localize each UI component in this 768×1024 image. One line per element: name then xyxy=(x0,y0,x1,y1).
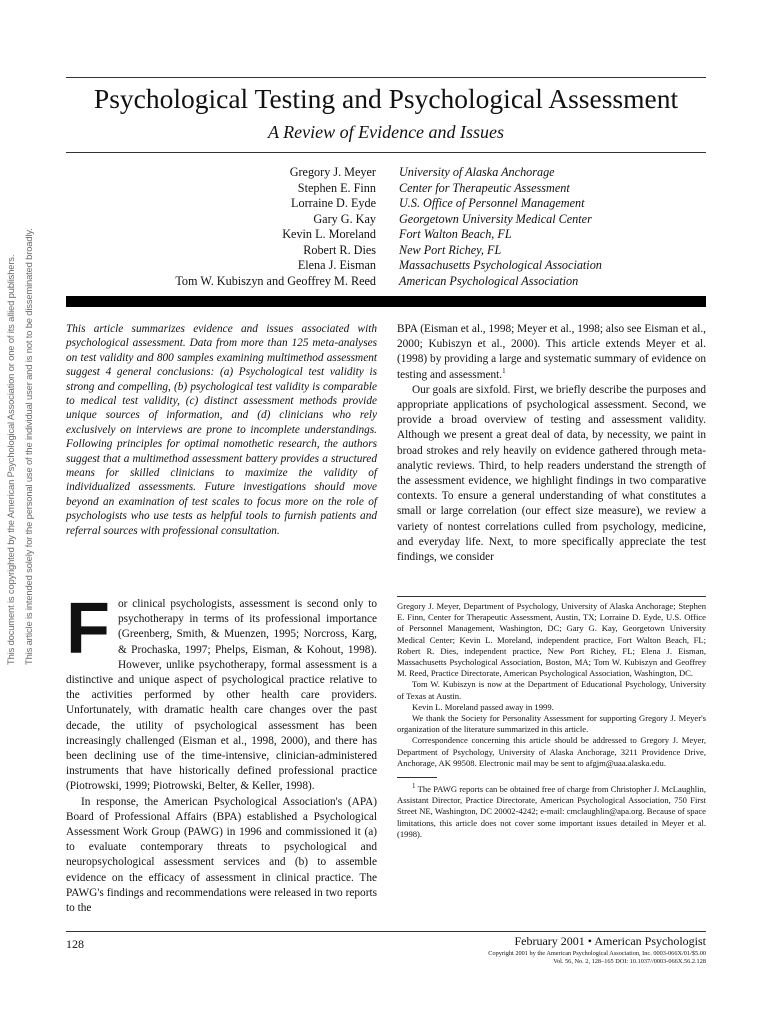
footnote-number: 1 xyxy=(412,782,416,791)
author-list xyxy=(100,165,376,289)
body-column-right xyxy=(397,322,706,565)
body-paragraph-text: BPA (Eisman et al., 1998; Meyer et al., 1998; also see Eisman et al., 2000; Kubiszyn et al., 2000). This article extends Meyer et al. (1998) by providing a large and systematic summary of evidence on testing and assessment. xyxy=(397,323,706,381)
footnote-text: The PAWG reports can be obtained free of charge from Christopher J. McLaughlin, Assistant Director, Practice Directorate, American Psychological Association, 750 First Street NE, Washington, DC 20002-4242; e-mail: cmclaughlin@apa.org. Because of space limitations, this article does not cover some important issues detailed in Meyer et al. (1998). xyxy=(397,784,706,839)
author-name: Gary G. Kay xyxy=(313,211,376,226)
author-note-paragraph: We thank the Society for Personality Assessment for supporting Gregory J. Meyer's organization of the literature summarized in this article. xyxy=(397,713,706,735)
affiliation: U.S. Office of Personnel Management xyxy=(399,196,585,210)
body-paragraph: Our goals are sixfold. First, we briefly describe the purposes and appropriate applications of psychological assessment. Second, we provide a broad overview of testing and assessment validity. Although we present a great deal of data, by necessity, we paint in broad strokes and rely heavily on evidence gathered through meta-analytic reviews. Third, to help readers understand the strength of the assessment evidence, we highlight findings in two comparative contexts. To ensure a general understanding of what constitutes a small or large correlation (our effect size measure), we review a variety of nontest correlations culled from psychology, medicine, and everyday life. Next, to more specifically appreciate the test findings, we consider xyxy=(397,383,706,564)
affiliation: University of Alaska Anchorage xyxy=(399,165,555,179)
drop-cap: F xyxy=(66,589,110,669)
page-number: 128 xyxy=(66,937,84,951)
author-name: Kevin L. Moreland xyxy=(282,227,376,241)
footnote-rule xyxy=(397,777,437,778)
footnote xyxy=(397,784,706,840)
doi-line: Vol. 56, No. 2, 128–165 DOI: 10.1037//0003-066X.56.2.128 xyxy=(553,957,706,965)
affiliation: New Port Richey, FL xyxy=(399,242,502,257)
body-paragraph-text: or clinical psychologists, assessment is second only to psychotherapy in terms of its professional importance (Greenberg, Smith, & Muenzen, 1995; Norcross, Karg, & Prochaska, 1997; Phelps, Eisman, & Kohout, 1998). However, unlike psychotherapy, formal assessment is a distinctive and unique aspect of psychological practice relative to the activities performed by other health care providers. Unfortunately, with dramatic health care changes over the past decade, the utility of psychological assessment has been increasingly challenged (Eisman et al., 1998, 2000), and there has been declining use of the time-intensive, clinician-administered instruments that have historically defined professional practice (Piotrowski, 1999; Piotrowski, Belter, & Keller, 1998). xyxy=(66,598,377,793)
affiliation: Massachusetts Psychological Association xyxy=(399,258,602,272)
author-note-paragraph: Kevin L. Moreland passed away in 1999. xyxy=(412,701,554,712)
body-column-left xyxy=(66,589,377,916)
side-notice-line-1: This document is copyrighted by the American Psychological Association or one of its allied publishers. xyxy=(5,254,16,665)
abstract: This article summarizes evidence and issues associated with psychological assessment. Data from more than 125 meta-analyses on test validity and 800 samples examining multimethod assessment suggest 4 general conclusions: (a) Psychological test validity is strong and compelling, (b) psychological test validity is comparable to medical test validity, (c) distinct assessment methods provide unique sources of information, and (d) clinicians who rely exclusively on interviews are prone to incomplete understandings. Following principles for optimal nomothetic research, the authors suggest that a multimethod assessment battery provides a structured means for skilled clinicians to maximize the validity of individualized assessments. Future investigations should move beyond an examination of test scales to focus more on the role of psychologists who use tests as helpful tools to furnish patients and referral sources with professional consultation. xyxy=(66,323,377,537)
author-note-paragraph: Tom W. Kubiszyn is now at the Department of Educational Psychology, University of Texas at Austin. xyxy=(397,679,706,701)
author-name: Stephen E. Finn xyxy=(297,180,376,195)
affiliation: Fort Walton Beach, FL xyxy=(399,227,512,241)
author-note xyxy=(397,601,706,840)
journal-issue-line: February 2001 • American Psychologist xyxy=(514,934,706,948)
side-notice-line-2: This article is intended solely for the personal use of the individual user and is not to be disseminated broadly. xyxy=(23,228,34,665)
copyright-side-notice xyxy=(1,228,39,665)
affiliation: American Psychological Association xyxy=(399,273,579,288)
footer-rule xyxy=(66,931,706,932)
header-bottom-rule xyxy=(66,152,706,153)
copyright-notice xyxy=(380,950,706,965)
article-subtitle: A Review of Evidence and Issues xyxy=(267,122,505,142)
affiliation: Center for Therapeutic Assessment xyxy=(399,180,570,195)
header-top-rule xyxy=(66,77,706,78)
author-name: Gregory J. Meyer xyxy=(289,165,376,179)
copyright-line: Copyright 2001 by the American Psychological Association, Inc. 0003-066X/01/$5.00 xyxy=(488,950,706,957)
section-divider-bar xyxy=(66,296,706,307)
footnote-marker: 1 xyxy=(502,366,506,375)
author-name: Lorraine D. Eyde xyxy=(291,196,376,210)
author-note-rule xyxy=(397,596,706,597)
author-note-affiliations: Gregory J. Meyer, Department of Psychology, University of Alaska Anchorage; Stephen E. Finn, Center for Therapeutic Assessment, Austin, TX; Lorraine D. Eyde, U.S. Office of Personnel Management, Washington, DC; Gary G. Kay, Georgetown University Medical Center; Kevin L. Moreland, independent practice, Fort Walton Beach, FL; Robert R. Dies, independent practice, New Port Richey, FL; Elena J. Eisman, Massachusetts Psychological Association, Boston, MA; Tom W. Kubiszyn and Geoffrey M. Reed, Practice Directorate, American Psychological Association, Washington, DC. xyxy=(397,601,706,679)
author-name: Robert R. Dies xyxy=(303,242,376,257)
body-paragraph: In response, the American Psychological Association's (APA) Board of Professional Affairs (BPA) established a Psychological Assessment Work Group (PAWG) in 1996 and commissioned it (a) to evaluate contemporary threats to psychological and neuropsychological assessment services and (b) to assemble evidence on the efficacy of assessment in clinical practice. The PAWG's findings and recommendations were released in two reports to the xyxy=(66,795,377,915)
article-title: Psychological Testing and Psychological Assessment xyxy=(93,83,679,114)
author-note-correspondence: Correspondence concerning this article should be addressed to Gregory J. Meyer, Department of Psychology, University of Alaska Anchorage, 3211 Providence Drive, Anchorage, AK 99508. Electronic mail may be sent to afgjm@uaa.alaska.edu. xyxy=(397,735,706,768)
author-name: Tom W. Kubiszyn and Geoffrey M. Reed xyxy=(175,273,376,288)
body-paragraph xyxy=(397,322,706,383)
affiliation-list xyxy=(399,165,709,289)
author-name: Elena J. Eisman xyxy=(297,258,376,272)
affiliation: Georgetown University Medical Center xyxy=(399,211,592,226)
body-paragraph xyxy=(66,589,377,795)
